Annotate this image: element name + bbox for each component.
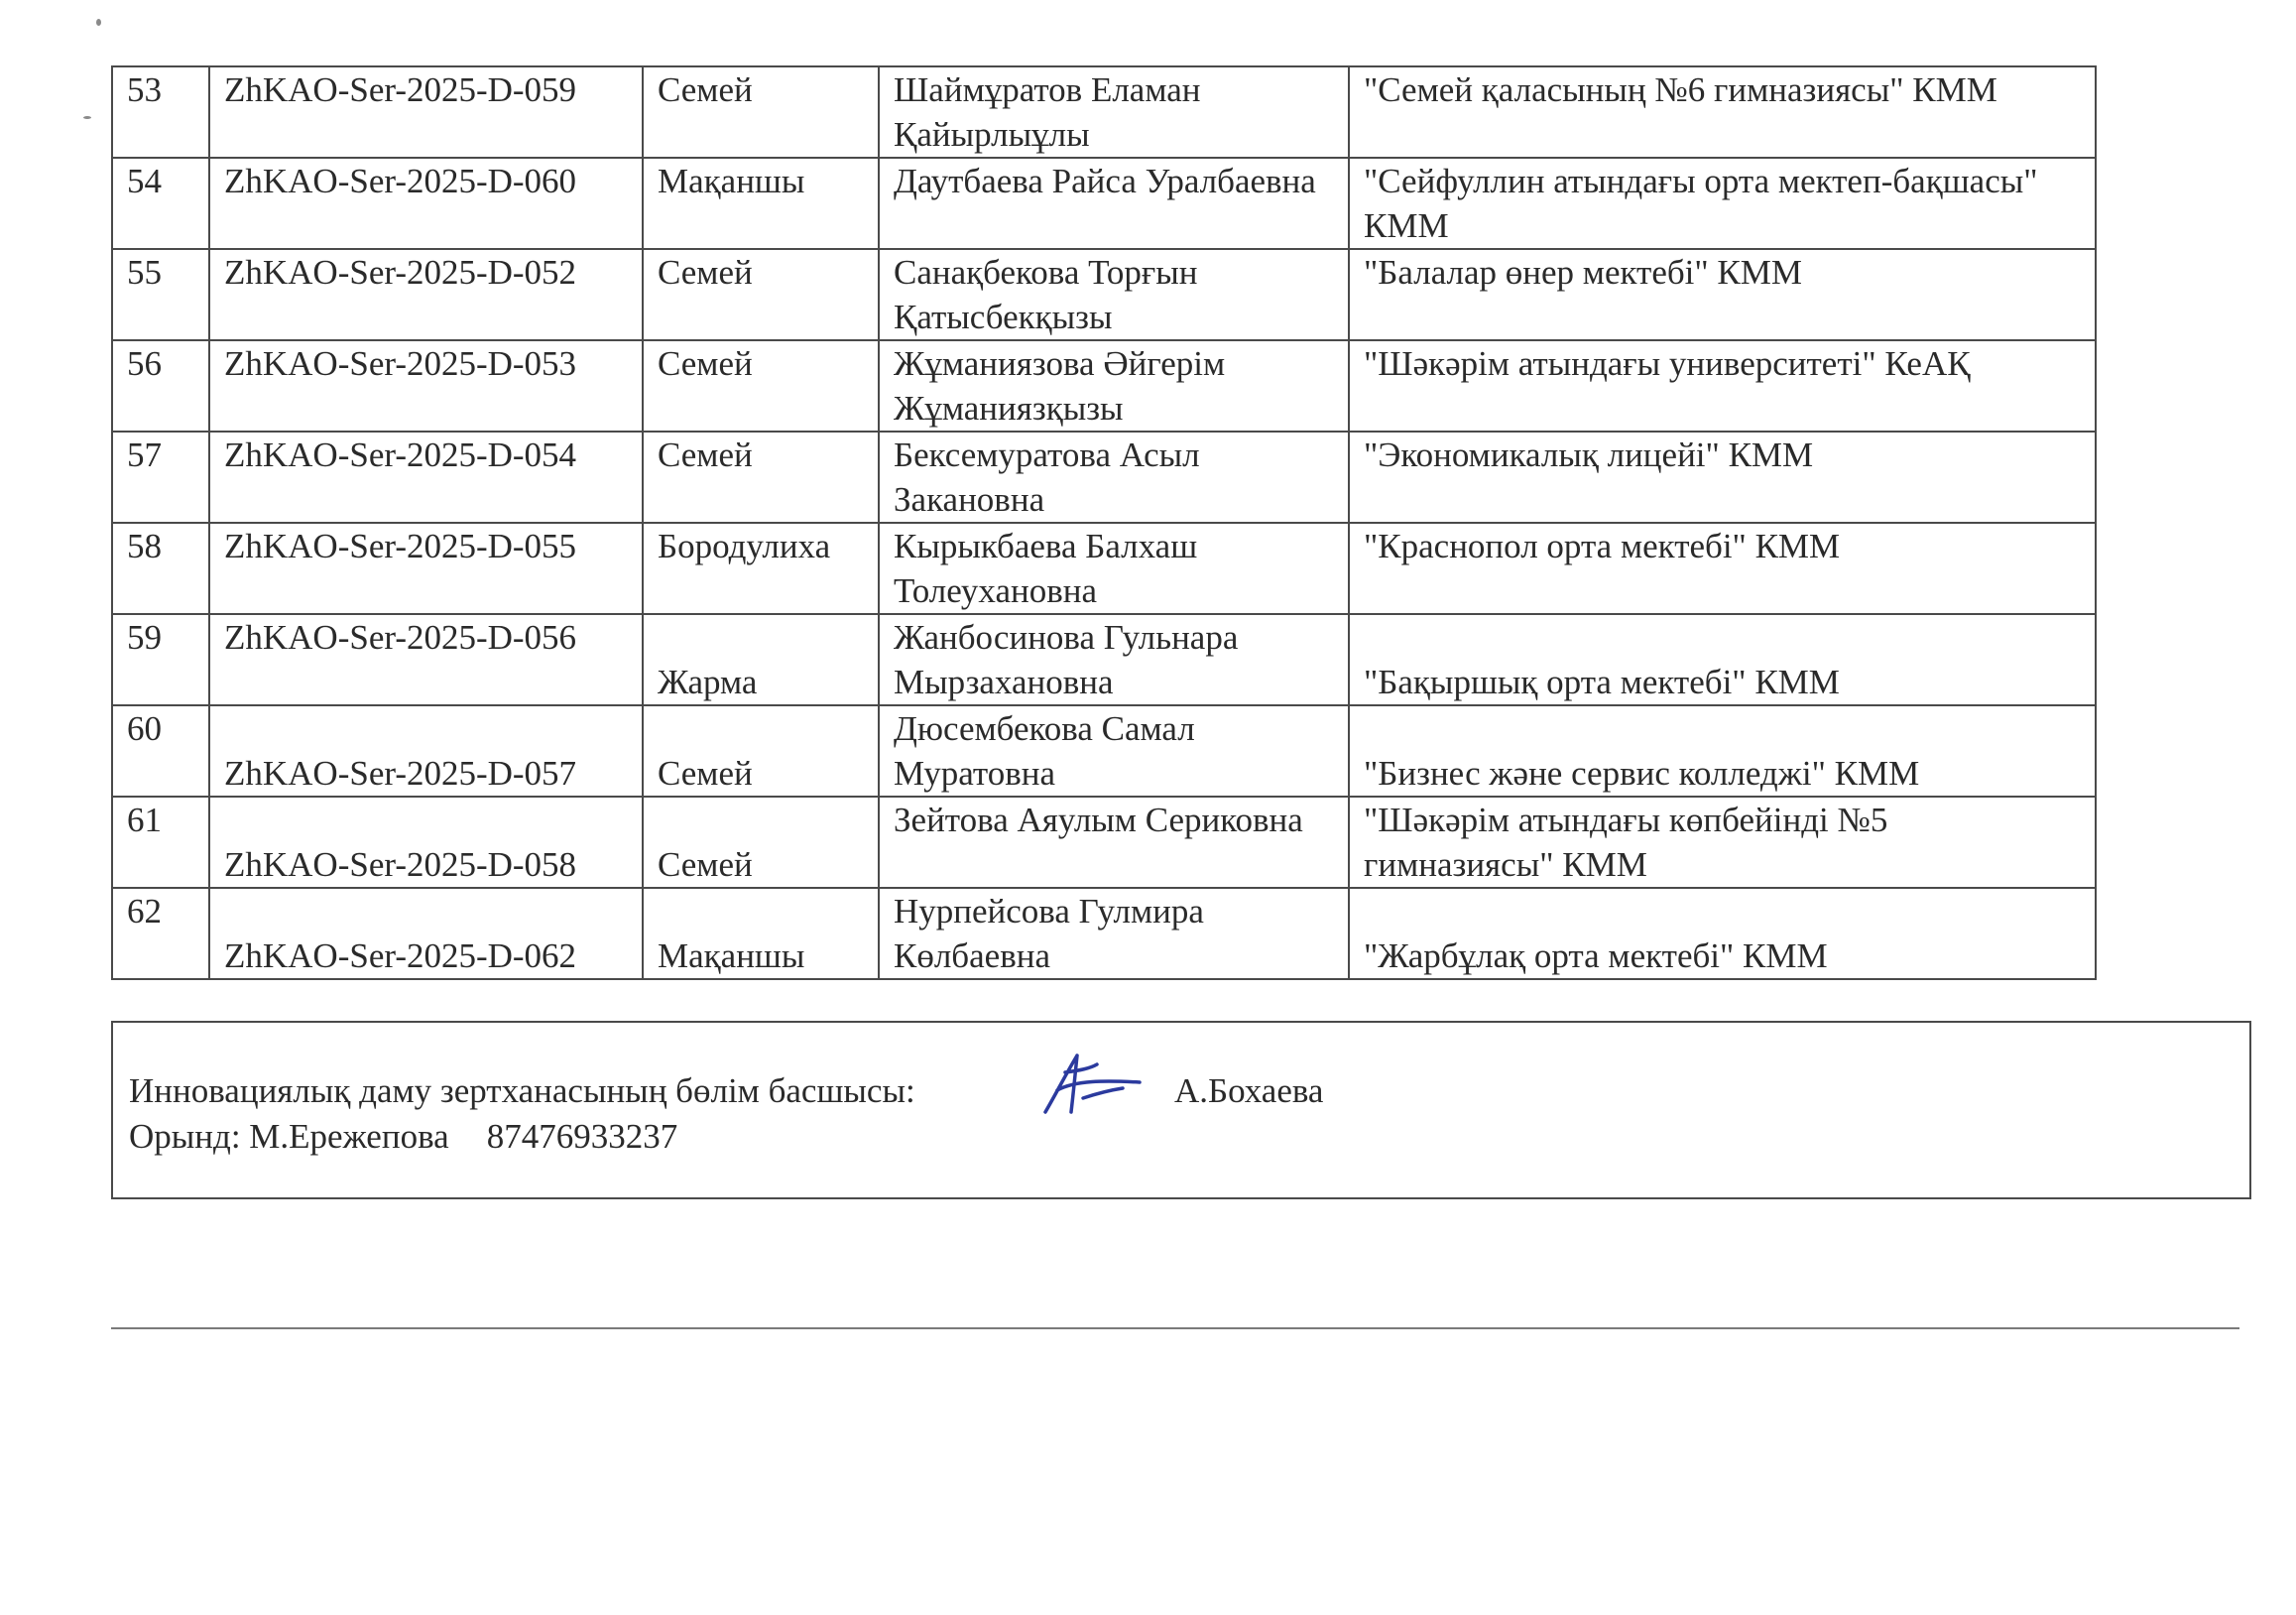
- row-number: 54: [112, 158, 209, 249]
- row-number: 62: [112, 888, 209, 979]
- row-number: 60: [112, 705, 209, 797]
- row-number: 53: [112, 66, 209, 158]
- row-number: 61: [112, 797, 209, 888]
- region: Семей: [643, 340, 879, 432]
- row-number: 59: [112, 614, 209, 705]
- executor-phone: 87476933237: [486, 1117, 678, 1156]
- participant-name: Нурпейсова Гулмира Көлбаевна: [879, 888, 1349, 979]
- scan-speck: [96, 19, 101, 26]
- region: Семей: [643, 797, 879, 888]
- participant-name: Жанбосинова Гульнара Мырзахановна: [879, 614, 1349, 705]
- region: Жарма: [643, 614, 879, 705]
- table-row: [112, 66, 2096, 158]
- organization: "Краснопол орта мектебі" КММ: [1349, 523, 2096, 614]
- organization: "Бизнес және сервис колледжі" КММ: [1349, 705, 2096, 797]
- participant-name: Шаймұратов Еламан Қайырлыұлы: [879, 66, 1349, 158]
- region: Мақаншы: [643, 158, 879, 249]
- region: Семей: [643, 705, 879, 797]
- organization: "Сейфуллин атындағы орта мектеп-бақшасы" КММ: [1349, 158, 2096, 249]
- head-name: А.Бохаева: [1174, 1071, 1324, 1110]
- handwritten-signature-icon: [1035, 1051, 1145, 1120]
- participant-code: ZhKAO-Ser-2025-D-053: [209, 340, 643, 432]
- participant-name: Зейтова Аяулым Сериковна: [879, 797, 1349, 888]
- participant-code: ZhKAO-Ser-2025-D-060: [209, 158, 643, 249]
- participant-code: ZhKAO-Ser-2025-D-052: [209, 249, 643, 340]
- organization: "Жарбұлақ орта мектебі" КММ: [1349, 888, 2096, 979]
- region: Мақаншы: [643, 888, 879, 979]
- participant-name: Санақбекова Торғын Қатысбекқызы: [879, 249, 1349, 340]
- participant-name: Бексемуратова Асыл Закановна: [879, 432, 1349, 523]
- registry-table: [111, 65, 2097, 980]
- participant-code: ZhKAO-Ser-2025-D-059: [209, 66, 643, 158]
- participant-code: ZhKAO-Ser-2025-D-056: [209, 614, 643, 705]
- participant-name: Даутбаева Райса Уралбаевна: [879, 158, 1349, 249]
- participant-code: ZhKAO-Ser-2025-D-057: [209, 705, 643, 797]
- executor-label: Орынд: М.Ережепова: [129, 1117, 449, 1156]
- region: Семей: [643, 432, 879, 523]
- table-row: [112, 340, 2096, 432]
- organization: "Семей қаласының №6 гимназиясы" КММ: [1349, 66, 2096, 158]
- organization: "Балалар өнер мектебі" КММ: [1349, 249, 2096, 340]
- participant-code: ZhKAO-Ser-2025-D-058: [209, 797, 643, 888]
- region: Семей: [643, 66, 879, 158]
- organization: "Бақыршық орта мектебі" КММ: [1349, 614, 2096, 705]
- table-row: [112, 614, 2096, 705]
- organization: "Экономикалық лицейі" КММ: [1349, 432, 2096, 523]
- participant-name: Кырыкбаева Балхаш Толеухановна: [879, 523, 1349, 614]
- participant-code: ZhKAO-Ser-2025-D-062: [209, 888, 643, 979]
- table-row: [112, 888, 2096, 979]
- row-number: 57: [112, 432, 209, 523]
- row-number: 56: [112, 340, 209, 432]
- table-row: [112, 249, 2096, 340]
- head-title: Инновациялық даму зертханасының бөлім басшысы:: [129, 1071, 915, 1110]
- participant-name: Жұманиязова Әйгерім Жұманиязқызы: [879, 340, 1349, 432]
- signature-block: [111, 1021, 2251, 1199]
- bottom-divider: [111, 1327, 2239, 1329]
- participant-code: ZhKAO-Ser-2025-D-054: [209, 432, 643, 523]
- organization: "Шәкәрім атындағы университеті" КеАҚ: [1349, 340, 2096, 432]
- region: Бородулиха: [643, 523, 879, 614]
- scan-speck: [83, 116, 91, 119]
- executor-line: [129, 1114, 677, 1159]
- row-number: 58: [112, 523, 209, 614]
- table-row: [112, 158, 2096, 249]
- participant-name: Дюсембекова Самал Муратовна: [879, 705, 1349, 797]
- row-number: 55: [112, 249, 209, 340]
- region: Семей: [643, 249, 879, 340]
- table-row: [112, 523, 2096, 614]
- table-row: [112, 432, 2096, 523]
- participant-code: ZhKAO-Ser-2025-D-055: [209, 523, 643, 614]
- table-row: [112, 705, 2096, 797]
- table-row: [112, 797, 2096, 888]
- organization: "Шәкәрім атындағы көпбейінді №5 гимназиясы" КММ: [1349, 797, 2096, 888]
